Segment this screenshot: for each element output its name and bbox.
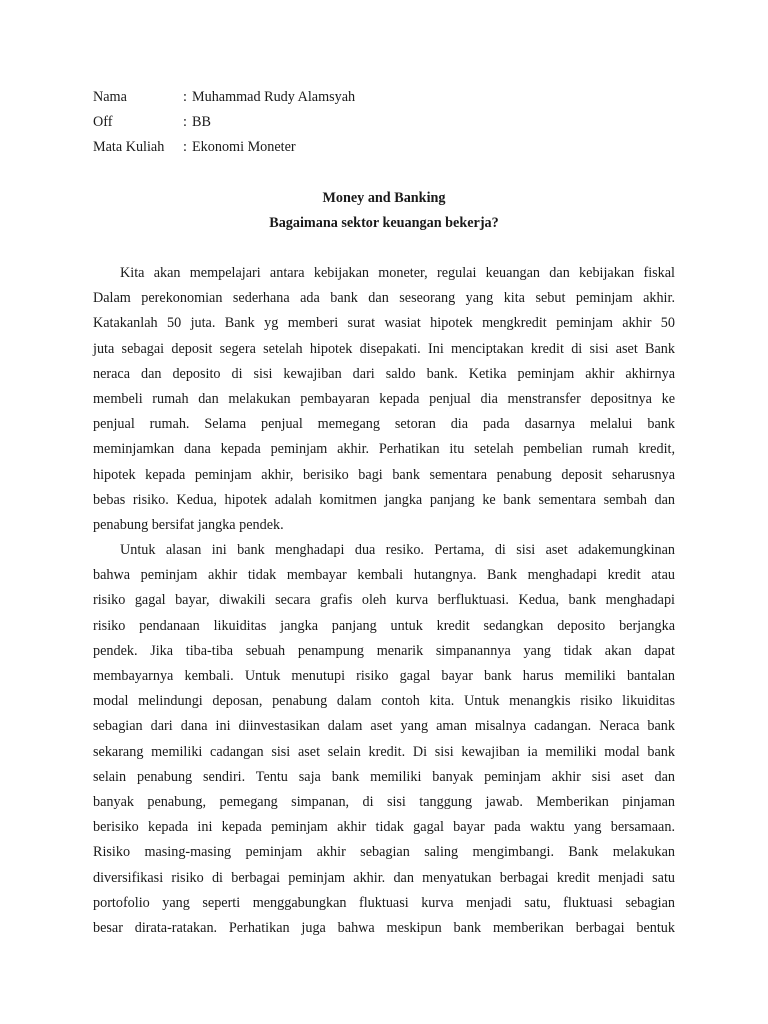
header-label: Nama bbox=[93, 89, 127, 105]
header-separator: : bbox=[183, 114, 187, 130]
document-subtitle: Bagaimana sektor keuangan bekerja? bbox=[269, 215, 499, 231]
text-line: diversifikasi risiko di berbagai peminjam akhir. dan menyatukan berbagai kredit menjadi satu bbox=[93, 869, 675, 886]
text-line: pendek. Jika tiba-tiba sebuah penampung menarik simpanannya yang tidak akan dapat bbox=[93, 642, 675, 659]
header-separator: : bbox=[183, 89, 187, 105]
body-text bbox=[93, 263, 675, 943]
header-row-course bbox=[93, 137, 355, 162]
header-value: BB bbox=[192, 114, 211, 130]
header-row-name bbox=[93, 87, 355, 112]
text-line: berisiko kepada ini kepada peminjam akhir tidak gagal bayar pada waktu yang bersamaan. bbox=[93, 819, 675, 836]
header-label: Mata Kuliah bbox=[93, 139, 165, 155]
text-line: hipotek kepada peminjam akhir, berisiko bagi bank sementara penabung deposit seharusnya bbox=[93, 466, 675, 483]
text-line: Risiko masing-masing peminjam akhir sebagian saling mengimbangi. Bank melakukan bbox=[93, 844, 675, 861]
text-line: membayarnya kembali. Untuk menutupi risiko gagal bayar bank harus memiliki bantalan bbox=[93, 668, 675, 684]
text-line: sebagian dari dana ini diinvestasikan dalam aset yang aman misalnya cadangan. Neraca bank bbox=[93, 718, 675, 735]
text-line: Katakanlah 50 juta. Bank yg memberi surat wasiat hipotek mengkredit peminjam akhir 50 bbox=[93, 315, 675, 332]
text-line: bebas risiko. Kedua, hipotek adalah komitmen jangka panjang ke bank sementara sembah dan bbox=[93, 491, 675, 508]
text-line: membeli rumah dan melakukan pembayaran kepada penjual dia menstransfer depositnya ke bbox=[93, 390, 675, 407]
text-line: penabung bersifat jangka pendek. bbox=[93, 516, 284, 533]
text-line: modal melindungi deposan, penabung dalam contoh kita. Untuk menangkis risiko likuiditas bbox=[93, 693, 675, 710]
text-line: sekarang memiliki cadangan sisi aset selain kredit. Di sisi kewajiban ia memiliki modal bank bbox=[93, 743, 675, 760]
text-line: selain penabung sendiri. Tentu saja bank memiliki banyak peminjam akhir sisi aset dan bbox=[93, 768, 675, 785]
text-line: banyak penabung, pemegang simpanan, di sisi tanggung jawab. Memberikan pinjaman bbox=[93, 793, 675, 810]
text-line: juta sebagai deposit segera setelah hipotek disepakati. Ini menciptakan kredit di sisi aset Bank bbox=[93, 340, 675, 357]
text-line: besar dirata-ratakan. Perhatikan juga bahwa meskipun bank memberikan berbagai bentuk bbox=[93, 919, 675, 936]
text-line: Kita akan mempelajari antara kebijakan moneter, regulai keuangan dan kebijakan fiskal bbox=[120, 265, 675, 281]
document-titles bbox=[93, 188, 675, 238]
header-label: Off bbox=[93, 114, 113, 130]
text-line: neraca dan deposito di sisi kewajiban dari saldo bank. Ketika peminjam akhir akhirnya bbox=[93, 365, 675, 382]
header-row-off bbox=[93, 112, 355, 137]
text-line: meminjamkan dana kepada peminjam akhir. Perhatikan itu setelah pembelian rumah kredit, bbox=[93, 441, 675, 458]
text-line: bahwa peminjam akhir tidak membayar kembali hutangnya. Bank menghadapi kredit atau bbox=[93, 567, 675, 584]
text-line: portofolio yang seperti menggabungkan fluktuasi kurva menjadi satu, fluktuasi sebagian bbox=[93, 894, 675, 911]
header-value: Muhammad Rudy Alamsyah bbox=[192, 89, 356, 105]
document-title: Money and Banking bbox=[322, 190, 446, 206]
header-value: Ekonomi Moneter bbox=[192, 139, 296, 155]
text-line: Untuk alasan ini bank menghadapi dua resiko. Pertama, di sisi aset adakemungkinan bbox=[120, 542, 675, 559]
header-info bbox=[93, 87, 355, 162]
text-line: risiko pendanaan likuiditas jangka panjang untuk kredit sedangkan deposito berjangka bbox=[93, 617, 675, 634]
text-line: penjual rumah. Selama penjual memegang setoran dia pada dasarnya melalui bank bbox=[93, 416, 675, 433]
header-separator: : bbox=[183, 139, 187, 155]
text-line: Dalam perekonomian sederhana ada bank dan seseorang yang kita sebut peminjam akhir. bbox=[93, 290, 675, 307]
text-line: risiko gagal bayar, diwakili secara grafis oleh kurva berfluktuasi. Kedua, bank menghadapi bbox=[93, 592, 675, 609]
